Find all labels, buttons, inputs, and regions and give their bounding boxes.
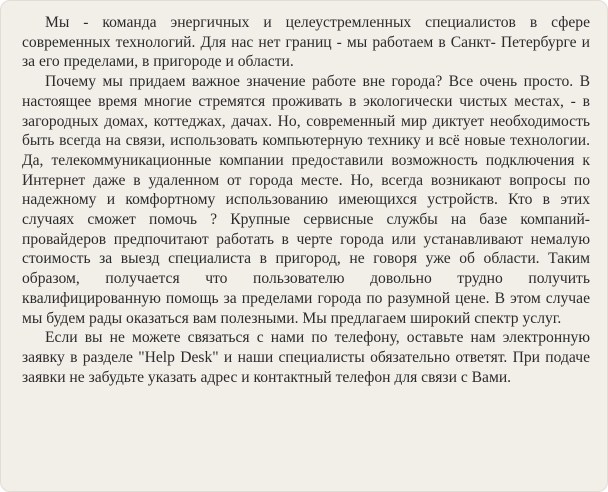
paragraph-team: Мы - команда энергичных и целеустремленных специалистов в сфере современных технологий. Для нас нет границ - мы работаем в Санкт- Петербурге и за его пределами, в пригороде и области. — [22, 14, 590, 71]
about-text — [22, 13, 590, 387]
paragraph-help-desk: Если вы не можете связаться с нами по телефону, оставьте нам электронную заявку в разделе "Help Desk" и наши специалисты обязательно ответят. При подаче заявки не забудьте указать адрес и контактный телефон для связи с Вами. — [22, 329, 590, 386]
paragraph-why-outside-city: Почему мы придаем важное значение работе вне города? Все очень просто. В настоящее время многие стремятся проживать в экологически чистых местах, - в загородных домах, коттеджах, дачах. Но, современный мир диктует необходимость быть всегда на связи, использовать компьютерную технику и всё новые технологии. Да, телекоммуникационные компании предоставили возможность подключения к Интернет даже в удаленном от города месте. Но, всегда возникают вопросы по надежному и комфортному использованию имеющихся устройств. Кто в этих случаях сможет помочь ? Крупные сервисные службы на базе компаний-провайдеров предпочитают работать в черте города или устанавливают немалую стоимость за выезд специалиста в пригород, не говоря уже об области. Таким образом, получается что пользователю довольно трудно получить квалифицированную помощь за пределами города по разумной цене. В этом случае мы будем рады оказаться вам полезными. Мы предлагаем широкий спектр услуг. — [22, 73, 590, 327]
